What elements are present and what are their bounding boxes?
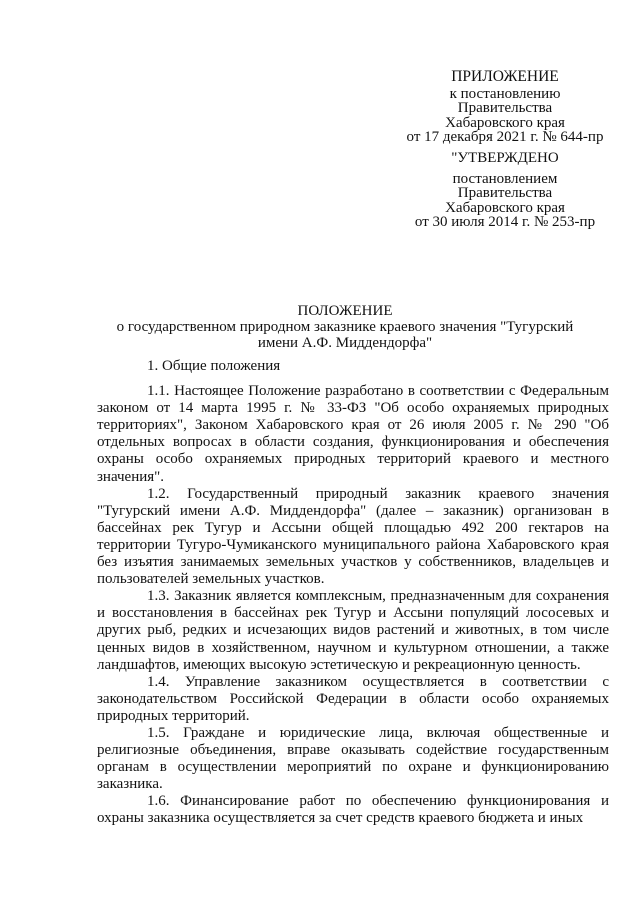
paragraph: 1.5. Граждане и юридические лица, включая общественные и религиозные объединения, вправе оказывать содействие государственным органам в осуществлении мероприятий по охране и функционированию заказника. — [97, 724, 609, 793]
appendix-line: от 30 июля 2014 г. № 253-пр — [414, 214, 596, 231]
paragraph: 1.3. Заказник является комплексным, предназначенным для сохранения и восстановления в бассейнах рек Тугур и Ассыни популяций лососевых и других рыб, редких и исчезающих видов растений и животных, в том числе ценных видов в хозяйственном, научном и культурном отношении, а также ландшафтов, имеющих высокую эстетическую и рекреационную ценность. — [97, 588, 609, 673]
document-body — [97, 358, 609, 828]
document-title: ПОЛОЖЕНИЕ — [297, 303, 393, 319]
appendix-line: постановлением — [452, 170, 558, 187]
approved-label: "УТВЕРЖДЕНО — [451, 149, 559, 166]
document-subtitle: о государственном природном заказнике краевого значения "Тугурский — [116, 319, 574, 335]
appendix-line: Хабаровского края — [445, 199, 565, 216]
paragraph: 1.4. Управление заказником осуществляется в соответствии с законодательством Российской Федерации в области особо охраняемых природных территорий. — [97, 673, 609, 724]
paragraph: 1.1. Настоящее Положение разработано в соответствии с Федеральным законом от 14 марта 1995 г. № 33-ФЗ "Об особо охраняемых природных территориях", Законом Хабаровского края от 26 июля 2005 г. № 290 "Об отдельных вопросах в области создания, функционирования и обеспечения охраны особо охраняемых природных территорий краевого и местного значения". — [97, 383, 609, 485]
appendix-line: Правительства — [457, 185, 553, 202]
document-subtitle: имени А.Ф. Миддендорфа" — [257, 335, 433, 351]
appendix-block — [380, 70, 630, 230]
paragraph: 1.6. Финансирование работ по обеспечению функционирования и охраны заказника осуществляется за счет средств краевого бюджета и иных — [97, 793, 609, 827]
appendix-title: ПРИЛОЖЕНИЕ — [451, 68, 559, 85]
appendix-line: от 17 декабря 2021 г. № 644-пр — [406, 129, 604, 146]
appendix-line: Хабаровского края — [445, 114, 565, 131]
paragraph: 1.2. Государственный природный заказник краевого значения "Тугурский имени А.Ф. Миддендорфа" (далее – заказник) организован в бассейнах рек Тугур и Ассыни общей площадью 492 200 гектаров на территории Тугуро-Чумиканского муниципального района Хабаровского края без изъятия занимаемых земельных участков у собственников, владельцев и пользователей земельных участков. — [97, 485, 609, 588]
appendix-line: к постановлению — [449, 85, 561, 102]
document-title-block — [100, 303, 590, 351]
section-heading: 1. Общие положения — [147, 358, 281, 374]
appendix-line: Правительства — [457, 100, 553, 117]
